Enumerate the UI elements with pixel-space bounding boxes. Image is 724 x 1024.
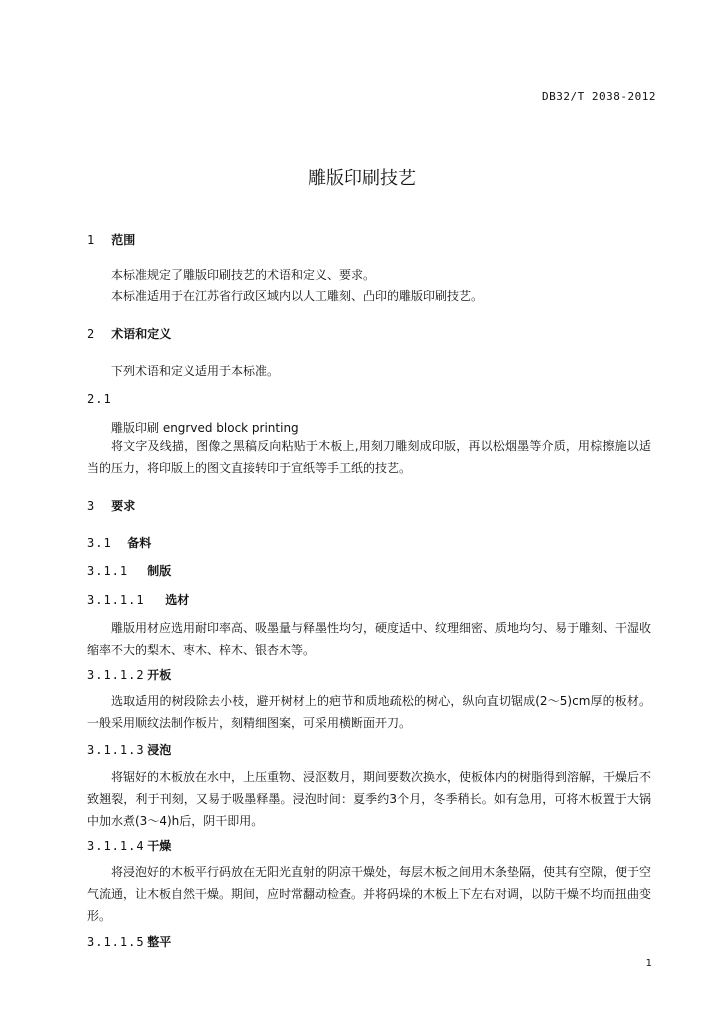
section-title: 浸泡	[147, 743, 172, 757]
section-heading-scope	[87, 231, 135, 248]
section-title: 选材	[165, 593, 190, 607]
clause-number	[87, 392, 112, 406]
section-number: 1	[87, 233, 96, 247]
section-title: 要求	[111, 499, 136, 513]
paragraph: 本标准适用于在江苏省行政区域内以人工雕刻、凸印的雕版印刷技艺。	[111, 289, 484, 303]
paragraph: 雕版用材应选用耐印率高、吸墨量与释墨性均匀，硬度适中、纹理细密、质地均匀、易于雕刻、干湿收缩率不大的梨木、枣木、梓木、银杏木等。	[87, 621, 652, 657]
section-number: 2	[87, 327, 96, 341]
paragraph: 本标准规定了雕版印刷技艺的术语和定义、要求。	[111, 268, 376, 282]
term-entry: 雕版印刷 engrved block printing	[111, 421, 299, 435]
paragraph: 将锯好的木板放在水中，上压重物、浸沤数月，期间要数次换水，使板体内的树脂得到溶解，干燥后不致翘裂，利于刊刻，又易于吸墨释墨。浸泡时间：夏季约3个月，冬季稍长。如有急用，可将木板置于大锅中加水煮(3～4)h后，阴干即用。	[87, 770, 652, 828]
section-number: 3	[87, 499, 96, 513]
section-number: 3.1.1.1	[87, 593, 145, 607]
paragraph: 下列术语和定义适用于本标准。	[111, 364, 280, 378]
section-number: 2.1	[87, 392, 112, 406]
section-number: 3.1.1.4	[87, 839, 145, 853]
section-heading-requirements	[87, 497, 135, 514]
section-heading-leveling	[87, 933, 171, 950]
section-number: 3.1.1.3	[87, 743, 145, 757]
section-heading-plate-making	[87, 562, 171, 579]
section-number: 3.1.1.5	[87, 935, 145, 949]
section-title: 干燥	[147, 839, 172, 853]
paragraph: 将浸泡好的木板平行码放在无阳光直射的阴凉干燥处，每层木板之间用木条垫隔，使其有空隙，便于空气流通，让木板自然干燥。期间，应时常翻动检查。并将码垛的木板上下左右对调，以防干燥不均而扭曲变形。	[87, 865, 652, 923]
section-heading-materials	[87, 534, 151, 551]
section-title: 术语和定义	[111, 327, 172, 341]
page-number: 1	[645, 958, 652, 969]
section-heading-soaking	[87, 741, 171, 758]
section-title: 范围	[111, 233, 136, 247]
section-title: 整平	[147, 935, 172, 949]
section-title: 制版	[147, 564, 172, 578]
page-title: 雕版印刷技艺	[308, 168, 416, 189]
standard-code: DB32/T 2038-2012	[542, 90, 656, 103]
section-number: 3.1.1	[87, 564, 129, 578]
term-definition: 将文字及线描，图像之黑稿反向粘贴于木板上,用刻刀雕刻成印版，再以松烟墨等介质，用棕擦施以适当的压力，将印版上的图文直接转印于宣纸等手工纸的技艺。	[87, 439, 651, 475]
section-title: 开板	[147, 668, 172, 682]
section-heading-wood-selection	[87, 591, 189, 608]
section-title: 备料	[127, 536, 152, 550]
paragraph: 选取适用的树段除去小枝，避开树材上的疤节和质地疏松的树心，纵向直切锯成(2～5)cm厚的板材。一般采用顺纹法制作板片，刻精细图案，可采用横断面开刀。	[87, 694, 651, 730]
section-heading-drying	[87, 837, 171, 854]
section-number: 3.1	[87, 536, 112, 550]
section-heading-terms	[87, 325, 171, 342]
section-heading-board-cutting	[87, 666, 171, 683]
section-number: 3.1.1.2	[87, 668, 145, 682]
